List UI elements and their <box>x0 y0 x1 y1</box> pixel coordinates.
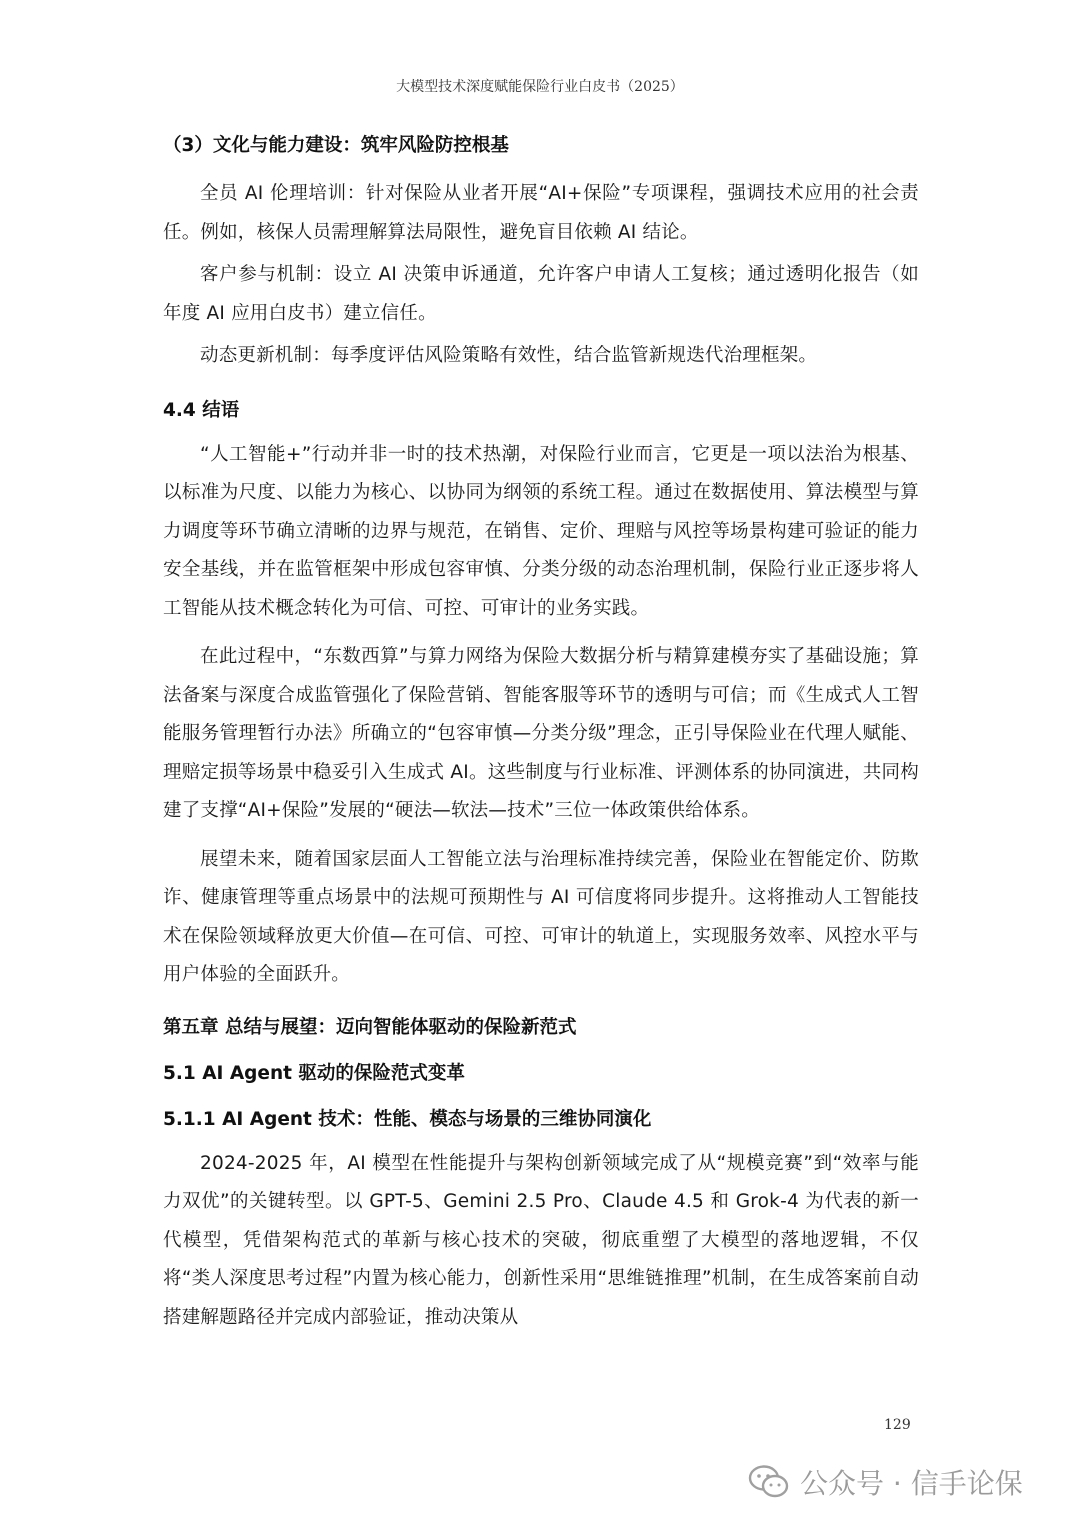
watermark <box>748 1462 1023 1502</box>
running-header: 大模型技术深度赋能保险行业白皮书（2025） <box>396 79 684 95</box>
paragraph-conclusion-1: “人工智能+”行动并非一时的技术热潮，对保险行业而言，它更是一项以法治为根基、以标准为尺度、以能力为核心、以协同为纲领的系统工程。通过在数据使用、算法模型与算力调度等环节确立清晰的边界与规范，在销售、定价、理赔与风控等场景构建可验证的能力安全基线，并在监管框架中形成包容审慎、分类分级的动态治理机制，保险行业正逐步将人工智能从技术概念转化为可信、可控、可审计的业务实践。 <box>163 443 919 619</box>
section-heading-culture: （3）文化与能力建设：筑牢风险防控根基 <box>163 135 509 156</box>
paragraph-conclusion-3: 展望未来，随着国家层面人工智能立法与治理标准持续完善，保险业在智能定价、防欺诈、健康管理等重点场景中的法规可预期性与 AI 可信度将同步提升。这将推动人工智能技术在保险领域释放更大价值—在可信、可控、可审计的轨道上，实现服务效率、风控水平与用户体验的全面跃升。 <box>163 848 919 985</box>
paragraph-conclusion-2: 在此过程中，“东数西算”与算力网络为保险大数据分析与精算建模夯实了基础设施；算法备案与深度合成监管强化了保险营销、智能客服等环节的透明与可信；而《生成式人工智能服务管理暂行办法》所确立的“包容审慎—分类分级”理念，正引导保险业在代理人赋能、理赔定损等场景中稳妥引入生成式 AI。这些制度与行业标准、评测体系的协同演进，共同构建了支撑“AI+保险”发展的“硬法—软法—技术”三位一体政策供给体系。 <box>163 646 919 821</box>
watermark-text: 公众号 · 信手论保 <box>800 1467 1023 1500</box>
wechat-icon <box>748 1464 790 1500</box>
page-number: 129 <box>884 1417 911 1433</box>
section-heading-conclusion: 4.4 结语 <box>163 399 240 421</box>
section-heading-5-1: 5.1 AI Agent 驱动的保险范式变革 <box>163 1062 465 1084</box>
page-body <box>163 131 919 1347</box>
section-heading-5-1-1: 5.1.1 AI Agent 技术：性能、模态与场景的三维协同演化 <box>163 1108 652 1130</box>
paragraph-ai-ethics-training: 全员 AI 伦理培训：针对保险从业者开展“AI+保险”专项课程，强调技术应用的社会责任。例如，核保人员需理解算法局限性，避免盲目依赖 AI 结论。 <box>163 183 919 243</box>
chapter-heading: 第五章 总结与展望：迈向智能体驱动的保险新范式 <box>163 1016 577 1038</box>
paragraph-dynamic-update: 动态更新机制：每季度评估风险策略有效性，结合监管新规迭代治理框架。 <box>200 345 818 366</box>
paragraph-customer-participation: 客户参与机制：设立 AI 决策申诉通道，允许客户申请人工复核；通过透明化报告（如年度 AI 应用白皮书）建立信任。 <box>163 264 919 324</box>
paragraph-ai-agent-tech: 2024-2025 年，AI 模型在性能提升与架构创新领域完成了从“规模竞赛”到“效率与能力双优”的关键转型。以 GPT-5、Gemini 2.5 Pro、Claude 4.5 和 Grok-4 为代表的新一代模型，凭借架构范式的革新与核心技术的突破，彻底重塑了大模型的落地逻辑，不仅将“类人深度思考过程”内置为核心能力，创新性采用“思维链推理”机制，在生成答案前自动搭建解题路径并完成内部验证，推动决策从 <box>163 1152 919 1328</box>
